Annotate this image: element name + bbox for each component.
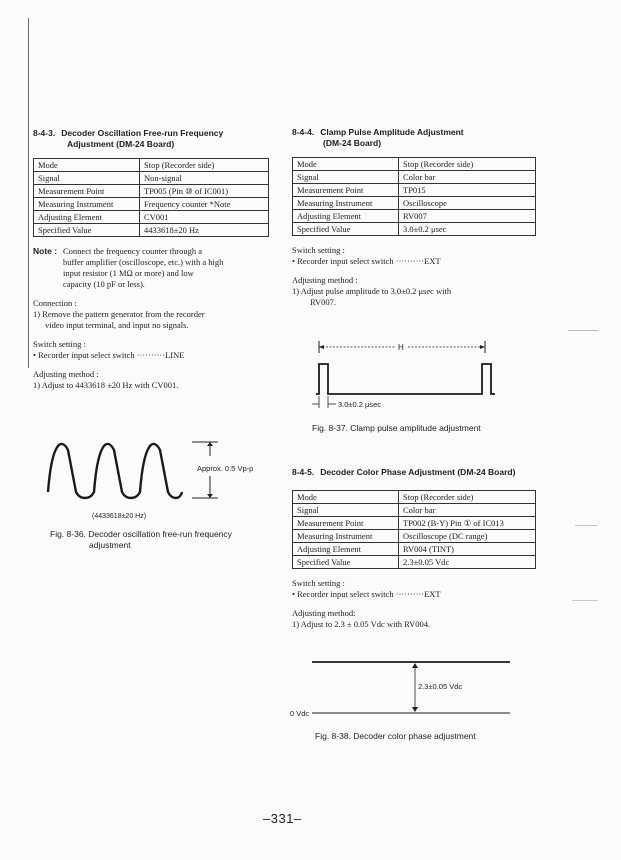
table-row: [293, 504, 536, 517]
table-row: [293, 223, 536, 236]
table-value: Oscilloscope: [399, 197, 536, 210]
switch-line: • Recorder input select switch ··········EXT: [292, 256, 441, 266]
connection-heading: Connection :: [33, 298, 77, 308]
dc-arrow-head-down: [412, 707, 418, 712]
table-label: Mode: [34, 159, 140, 172]
method-line: 1) Adjust to 2.3 ± 0.05 Vdc with RV004.: [292, 619, 431, 629]
note-line: Connect the frequency counter through a: [63, 246, 203, 256]
sine-wave-trace: [48, 444, 182, 498]
table-label: Signal: [34, 172, 140, 185]
table-label: Measuring Instrument: [293, 197, 399, 210]
spec-table: [292, 157, 536, 236]
section-8-4-5: [292, 467, 554, 630]
scan-mark: [568, 330, 598, 331]
table-row: [293, 197, 536, 210]
method-line: RV007.: [310, 297, 337, 307]
method-heading: Adjusting method:: [292, 608, 356, 618]
figure-8-37-pulse: [310, 336, 500, 416]
table-row: [34, 159, 269, 172]
caption-line1: Fig. 8-36. Decoder oscillation free-run frequency: [50, 529, 232, 539]
dc-value-label: 2.3±0.05 Vdc: [418, 682, 463, 691]
connection-line: 1) Remove the pattern generator from the recorder: [33, 309, 205, 319]
arrow-head-down: [207, 494, 213, 498]
method-line: 1) Adjust to 4433618 ±20 Hz with CV001.: [33, 380, 179, 390]
figure-8-36-caption: [50, 529, 280, 551]
section-title-line1: Decoder Oscillation Free-run Frequency: [61, 128, 224, 138]
table-value: TP002 (B-Y) Pin ① of IC013: [399, 517, 536, 530]
table-value: TP015: [399, 184, 536, 197]
table-value: 2.3±0.05 Vdc: [399, 556, 536, 569]
method-block: [292, 608, 554, 630]
table-value: Non-signal: [140, 172, 269, 185]
section-title-line2: (DM-24 Board): [323, 138, 382, 148]
table-value: RV004 (TINT): [399, 543, 536, 556]
table-label: Measurement Point: [34, 185, 140, 198]
table-label: Measuring Instrument: [293, 530, 399, 543]
switch-line: • Recorder input select switch ··········EXT: [292, 589, 441, 599]
pulse-width-label: 3.0±0.2 μsec: [338, 400, 382, 409]
table-row: [293, 556, 536, 569]
h-arrow-head-right: [480, 345, 485, 349]
section-title: [33, 128, 283, 150]
figure-8-36-waveform: [40, 430, 280, 520]
table-label: Specified Value: [34, 224, 140, 237]
table-row: [293, 530, 536, 543]
page-number: –331–: [263, 811, 302, 826]
table-value: TP005 (Pin ⑩ of IC001): [140, 185, 269, 198]
table-row: [293, 184, 536, 197]
method-heading: Adjusting method :: [292, 275, 358, 285]
switch-block: [292, 578, 554, 600]
section-8-4-4: [292, 127, 547, 308]
table-value: Oscilloscope (DC range): [399, 530, 536, 543]
spec-table: [33, 158, 269, 237]
table-value: Stop (Recorder side): [140, 159, 269, 172]
table-value: Frequency counter *Note: [140, 198, 269, 211]
method-block: [33, 369, 283, 391]
section-title-line2: Adjustment (DM-24 Board): [67, 139, 175, 149]
section-8-4-3: [33, 128, 283, 391]
table-row: [34, 211, 269, 224]
note-line: buffer amplifier (oscilloscope, etc.) with a high: [63, 257, 224, 267]
table-value: 3.0±0.2 μsec: [399, 223, 536, 236]
table-value: RV007: [399, 210, 536, 223]
table-value: Stop (Recorder side): [399, 158, 536, 171]
table-label: Specified Value: [293, 556, 399, 569]
table-row: [293, 171, 536, 184]
table-row: [293, 543, 536, 556]
wave-frequency-label: (4433618±20 Hz): [92, 513, 147, 520]
table-row: [293, 210, 536, 223]
section-title-line1: Clamp Pulse Amplitude Adjustment: [320, 127, 464, 137]
section-number: 8-4-3.: [33, 128, 56, 138]
table-row: [293, 491, 536, 504]
table-label: Mode: [293, 491, 399, 504]
figure-8-37-caption: Fig. 8-37. Clamp pulse amplitude adjustment: [312, 423, 481, 433]
note-line: input resistor (1 MΩ or more) and low: [63, 268, 194, 278]
note-label: Note :: [33, 246, 58, 256]
switch-line: • Recorder input select switch ··········LINE: [33, 350, 185, 360]
left-margin-line: [28, 18, 29, 368]
table-label: Signal: [293, 504, 399, 517]
table-label: Measurement Point: [293, 517, 399, 530]
section-title-text: Decoder Color Phase Adjustment (DM-24 Board): [320, 467, 516, 477]
method-block: [292, 275, 547, 308]
table-value: CV001: [140, 211, 269, 224]
scan-mark: [572, 600, 598, 601]
table-label: Mode: [293, 158, 399, 171]
table-row: [293, 158, 536, 171]
table-value: Color bar: [399, 504, 536, 517]
dc-arrow-head-up: [412, 663, 418, 668]
figure-8-38-caption: Fig. 8-38. Decoder color phase adjustment: [315, 731, 476, 741]
switch-heading: Switch setting :: [292, 245, 345, 255]
table-row: [293, 517, 536, 530]
section-number: 8-4-5.: [292, 467, 315, 477]
scan-mark: [575, 525, 597, 526]
switch-heading: Switch setting :: [33, 339, 86, 349]
note-line: capacity (10 pF or less).: [63, 279, 145, 289]
connection-block: [33, 298, 283, 331]
table-label: Specified Value: [293, 223, 399, 236]
table-value: Color bar: [399, 171, 536, 184]
pulse-trace: [316, 364, 495, 394]
switch-heading: Switch setting :: [292, 578, 345, 588]
switch-block: [292, 245, 547, 267]
method-heading: Adjusting method :: [33, 369, 99, 379]
zero-vdc-label: 0 Vdc: [290, 709, 310, 718]
note-block: [33, 246, 283, 290]
section-number: 8-4-4.: [292, 127, 315, 137]
connection-line: video input terminal, and input no signals.: [45, 320, 189, 330]
method-line: 1) Adjust pulse amplitude to 3.0±0.2 μsec with: [292, 286, 452, 296]
table-label: Adjusting Element: [34, 211, 140, 224]
amplitude-label: Approx. 0.5 Vp-p: [197, 464, 254, 473]
table-label: Measurement Point: [293, 184, 399, 197]
table-row: [34, 224, 269, 237]
table-label: Adjusting Element: [293, 543, 399, 556]
section-title: [292, 467, 554, 478]
switch-block: [33, 339, 283, 361]
table-value: 4433618±20 Hz: [140, 224, 269, 237]
h-arrow-head-left: [319, 345, 324, 349]
table-row: [34, 198, 269, 211]
table-label: Adjusting Element: [293, 210, 399, 223]
figure-8-38-dc-level: [290, 656, 520, 724]
table-label: Signal: [293, 171, 399, 184]
caption-line2: adjustment: [89, 540, 131, 550]
table-row: [34, 185, 269, 198]
table-row: [34, 172, 269, 185]
spec-table: [292, 490, 536, 569]
arrow-head-up: [207, 442, 213, 446]
section-title: [292, 127, 547, 149]
table-value: Stop (Recorder side): [399, 491, 536, 504]
table-label: Measuring Instrument: [34, 198, 140, 211]
h-label: H: [398, 343, 404, 352]
